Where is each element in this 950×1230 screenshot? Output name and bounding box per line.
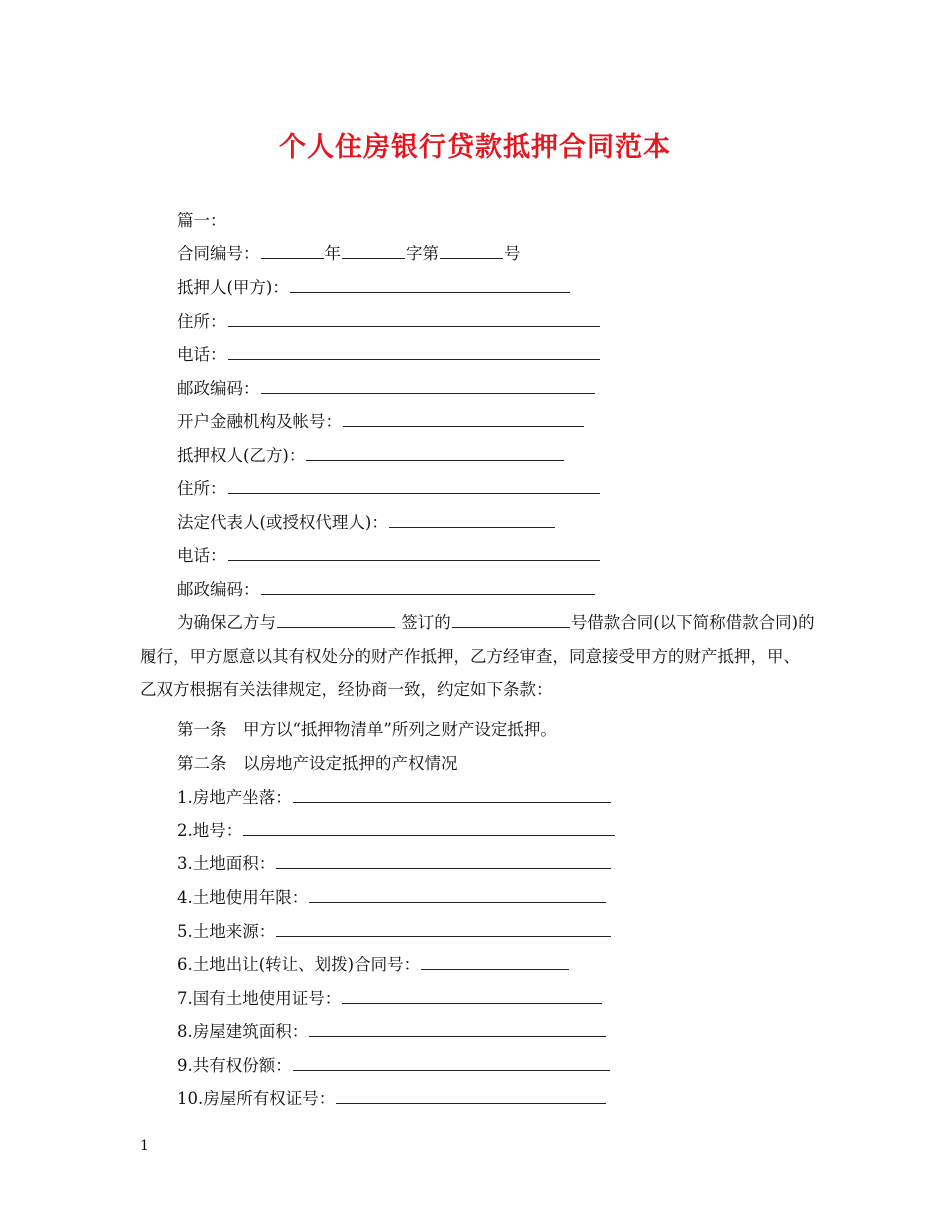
blank-field <box>309 1021 606 1037</box>
blank-field <box>276 853 611 869</box>
item-label: 4.土地使用年限： <box>177 888 309 907</box>
blank-field <box>306 445 564 461</box>
mortgagee-line <box>177 444 565 468</box>
item-label: 10.房屋所有权证号： <box>177 1089 336 1108</box>
intro-text-2: 签订的 <box>401 613 451 632</box>
blank-field <box>261 378 595 394</box>
blank-field <box>293 787 611 803</box>
mortgagee-label: 抵押权人(乙方)： <box>177 446 306 465</box>
blank-field <box>309 887 606 903</box>
article-1: 第一条 甲方以“抵押物清单”所列之财产设定抵押。 <box>177 720 557 739</box>
blank-field <box>440 243 503 259</box>
blank-field <box>452 612 570 628</box>
blank-field <box>261 243 324 259</box>
item-label: 7.国有土地使用证号： <box>177 989 342 1008</box>
blank-field <box>336 1088 606 1104</box>
blank-field <box>261 579 595 595</box>
blank-field <box>389 512 555 528</box>
party-b-address-line <box>177 477 601 501</box>
blank-field <box>228 478 600 494</box>
legal-rep-label: 法定代表人(或授权代理人)： <box>177 513 388 532</box>
postcode-label: 邮政编码： <box>177 379 260 398</box>
item-label: 2.地号： <box>177 821 243 840</box>
intro-text-3: 号借款合同(以下简称借款合同)的履行，甲方愿意以其有权处分的财产作抵押，乙方经审查，同意接受甲方的财产抵押，甲、乙双方根据有关法律规定，经协商一致，约定如下条款： <box>140 613 815 699</box>
blank-field <box>277 612 395 628</box>
list-item <box>177 1087 607 1111</box>
address-label: 住所： <box>177 479 227 498</box>
blank-field <box>228 545 600 561</box>
list-item <box>177 786 612 810</box>
bank-account-line <box>177 410 585 434</box>
blank-field <box>342 988 602 1004</box>
hao-label: 号 <box>504 244 521 263</box>
document-title: 个人住房银行贷款抵押合同范本 <box>279 132 671 163</box>
list-item <box>177 953 570 977</box>
list-item <box>177 819 616 843</box>
contract-number-line <box>177 242 521 266</box>
blank-field <box>293 1055 610 1071</box>
list-item <box>177 1054 611 1078</box>
char-no-label: 字第 <box>406 244 439 263</box>
blank-field <box>228 344 600 360</box>
party-a-postcode-line <box>177 377 596 401</box>
blank-field <box>342 243 405 259</box>
party-b-postcode-line <box>177 578 596 602</box>
phone-label: 电话： <box>177 546 227 565</box>
phone-label: 电话： <box>177 345 227 364</box>
party-b-phone-line <box>177 544 601 568</box>
item-label: 9.共有权份额： <box>177 1056 292 1075</box>
blank-field <box>421 954 569 970</box>
blank-field <box>228 311 600 327</box>
blank-field <box>276 921 611 937</box>
blank-field <box>343 411 584 427</box>
page-number: 1 <box>140 1138 149 1154</box>
list-item <box>177 852 612 876</box>
mortgagor-label: 抵押人(甲方)： <box>177 278 289 297</box>
item-label: 8.房屋建筑面积： <box>177 1022 309 1041</box>
address-label: 住所： <box>177 312 227 331</box>
item-label: 1.房地产坐落： <box>177 788 292 807</box>
year-label: 年 <box>324 244 341 263</box>
legal-rep-line <box>177 511 556 535</box>
list-item <box>177 886 607 910</box>
item-label: 3.土地面积： <box>177 854 276 873</box>
list-item <box>177 920 612 944</box>
blank-field <box>243 820 615 836</box>
mortgagor-line <box>177 276 571 300</box>
contract-number-label: 合同编号： <box>177 244 260 263</box>
party-a-phone-line <box>177 343 601 367</box>
item-label: 6.土地出让(转让、划拨)合同号： <box>177 955 421 974</box>
part-heading: 篇一： <box>177 211 227 230</box>
article-2: 第二条 以房地产设定抵押的产权情况 <box>177 754 458 773</box>
list-item <box>177 1020 607 1044</box>
blank-field <box>290 277 570 293</box>
bank-account-label: 开户金融机构及帐号： <box>177 412 342 431</box>
list-item <box>177 987 603 1011</box>
intro-text-1: 为确保乙方与 <box>177 613 276 632</box>
item-label: 5.土地来源： <box>177 922 276 941</box>
postcode-label: 邮政编码： <box>177 580 260 599</box>
intro-paragraph <box>140 606 815 707</box>
party-a-address-line <box>177 310 601 334</box>
